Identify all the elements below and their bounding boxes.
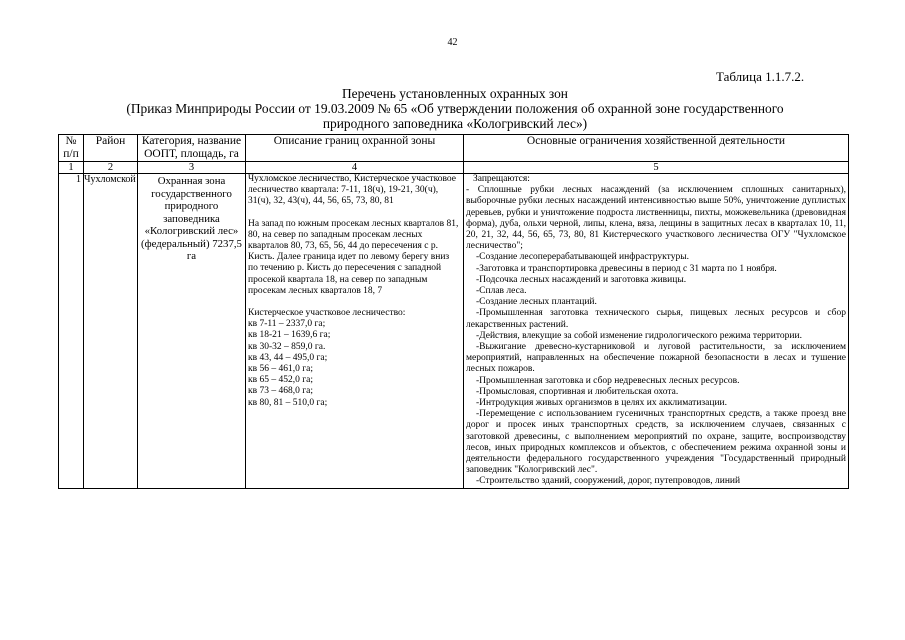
description-areas-title: Кистерческое участковое лесничество: — [248, 308, 406, 319]
col-number: 5 — [464, 162, 849, 174]
restriction-item: -Перемещение с использованием гусеничных транспортных средств, а также проезд вне дорог и просек иных транспортных средств, за исключением случаев, связанных с заготовкой древесины, с выполнением мероприятий по охране, защите, воспроизводству лесов, иных природных комплексов и объектов, с обеспечением режима охранной зоны и деятельности федерального государственного учреждения "Государственный природный заповедник "Кологривский лес". — [466, 409, 846, 476]
row-description — [246, 174, 464, 489]
row-district: Чухломской — [84, 174, 138, 489]
title-line-2: (Приказ Минприроды России от 19.03.2009 № 65 «Об утверждении положения об охранной зоне государственного — [126, 101, 784, 116]
title-line-1: Перечень установленных охранных зон — [342, 86, 568, 101]
column-number-row — [59, 162, 849, 174]
description-forestry: Чухломское лесничество, Кистерческое участковое лесничество квартала: 7-11, 18(ч), 19-21, 30(ч), 31(ч), 32, 43(ч), 44, 56, 65, 73, 80, 81 — [248, 174, 456, 207]
restriction-item: -Промышленная заготовка и сбор недревесных лесных ресурсов. — [476, 375, 740, 386]
restriction-item: -Заготовка и транспортировка древесины в период с 31 марта по 1 ноября. — [476, 263, 777, 274]
restriction-item: -Интродукция живых организмов в целях их акклиматизации. — [476, 398, 728, 409]
area-item: кв 65 – 452,0 га; — [248, 375, 313, 386]
restriction-item: -Выжигание древесно-кустарниковой и луговой растительности, за исключением мероприятий, направленных на обеспечение пожарной безопасности в лесах и тушение лесных пожаров. — [466, 342, 846, 375]
restriction-item: -Подсочка лесных насаждений и заготовка живицы. — [476, 274, 687, 285]
header-description: Описание границ охранной зоны — [246, 135, 464, 162]
col-number: 1 — [59, 162, 84, 174]
description-boundary: На запад по южным просекам лесных кварталов 81, 80, на север по западным просекам лесных кварталов 80, 73, 65, 56, 44 до пересечения с р. Кисть. Далее граница идет по левому берегу вниз по течению р. Кисть до пересечения с западной просекой квартала 18, на север по западным просекам лесных кварталов 18, 7 — [248, 218, 459, 296]
area-item: кв 73 – 468,0 га; — [248, 386, 313, 397]
restriction-item: - Сплошные рубки лесных насаждений (за исключением сплошных санитарных), выборочные рубки лесных насаждений интенсивностью выше 50%, уничтожение дуплистых деревьев, рубки и уничтожение подроста лиственницы, пихты, можжевельника (древовидная форма), дуба, ольхи черной, липы, клена, вяза, лещины в защитных лесах в кварталах 10, 11, 20, 21, 32, 44, 56, 65, 73, 80, 81 Кистерческого участкового лесничества ОГУ "Чухломское лесничество"; — [466, 185, 846, 252]
area-item: кв 80, 81 – 510,0 га; — [248, 397, 328, 408]
row-number: 1 — [59, 174, 84, 489]
table-reference: Таблица 1.1.7.2. — [716, 69, 805, 84]
header-district: Район — [84, 135, 138, 162]
row-restrictions — [464, 174, 849, 489]
header-restrictions: Основные ограничения хозяйственной деятельности — [464, 135, 849, 162]
restriction-item: -Действия, влекущие за собой изменение гидрологического режима территории. — [476, 330, 802, 341]
header-row — [59, 135, 849, 162]
area-item: кв 56 – 461,0 га; — [248, 364, 313, 375]
col-number: 3 — [138, 162, 246, 174]
restriction-item: -Промысловая, спортивная и любительская охота. — [476, 386, 679, 397]
col-number: 4 — [246, 162, 464, 174]
title-line-3: природного заповедника «Кологривский лес») — [322, 116, 588, 131]
page-number: 42 — [447, 37, 458, 48]
header-no: № п/п — [59, 135, 84, 162]
restriction-item: -Сплав леса. — [476, 286, 527, 297]
area-item: кв 30-32 – 859,0 га. — [248, 341, 326, 352]
protected-zones-table — [58, 134, 849, 489]
header-category: Категория, название ООПТ, площадь, га — [138, 135, 246, 162]
restriction-item: -Создание лесных плантаций. — [476, 297, 597, 308]
area-item: кв 43, 44 – 495,0 га; — [248, 352, 328, 363]
table-row — [59, 174, 849, 489]
row-category: Охранная зона государственного природного заповедника «Кологривский лес» (федеральный) 7237,5 га — [138, 174, 246, 489]
restriction-item: -Промышленная заготовка технического сырья, пищевых лесных ресурсов и сбор лекарственных растений. — [466, 308, 846, 330]
col-number: 2 — [84, 162, 138, 174]
restrictions-intro: Запрещаются: — [473, 174, 530, 184]
area-item: кв 7-11 – 2337,0 га; — [248, 319, 326, 330]
restriction-item: -Создание лесоперерабатывающей инфраструктуры. — [476, 252, 689, 263]
table-title — [60, 86, 850, 131]
area-item: кв 18-21 – 1639,6 га; — [248, 330, 331, 341]
restriction-item: -Строительство зданий, сооружений, дорог, путепроводов, линий — [476, 476, 741, 487]
